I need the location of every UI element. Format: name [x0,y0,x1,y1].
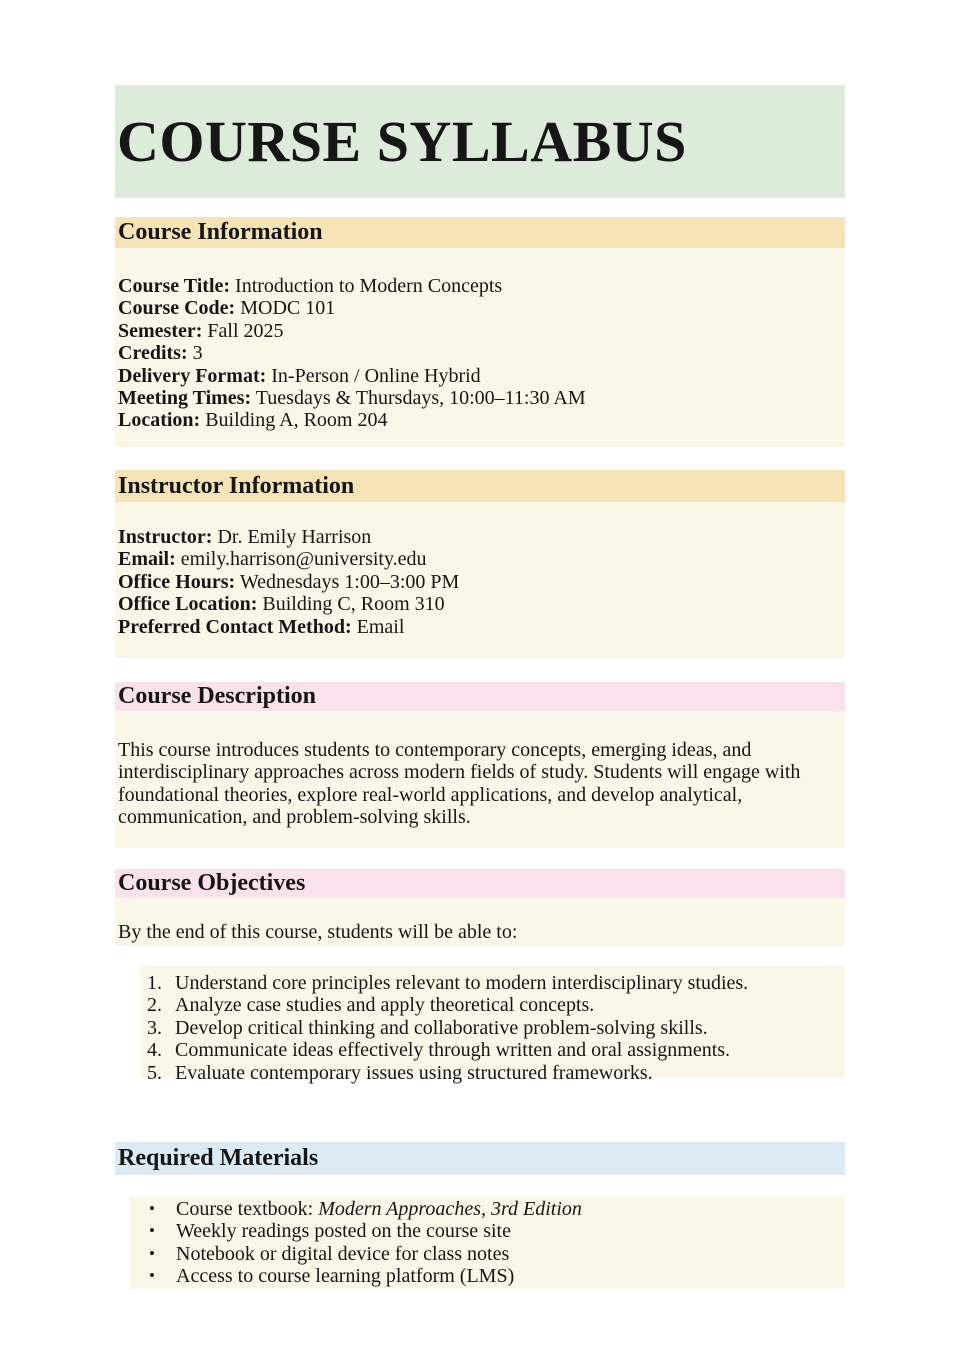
field-row [118,275,845,297]
field-value: emily.harrison@university.edu [180,548,427,571]
field-label: Meeting Times: [118,387,252,410]
field-label: Course Code: [118,297,236,320]
bullet-marker: • [149,1243,155,1263]
course-objectives-list [140,966,845,1084]
list-item-text: Course textbook: [176,1198,319,1220]
field-value: Email [356,615,405,638]
list-item [140,972,845,994]
field-row [118,387,845,409]
list-item [140,1062,845,1084]
course-information-section [115,248,845,447]
list-item-text: Evaluate contemporary issues using structured frameworks. [175,1061,653,1084]
field-value: Dr. Emily Harrison [217,526,372,548]
field-value: Introduction to Modern Concepts [235,275,503,297]
list-item [140,1017,845,1039]
list-item [140,1039,845,1061]
field-value: Fall 2025 [207,319,284,342]
list-item-text: Communicate ideas effectively through written and oral assignments. [175,1039,731,1062]
field-row [118,365,845,387]
field-row [118,409,845,431]
section-header-course-objectives: Course Objectives [115,869,845,898]
title-banner [115,85,845,198]
list-number: 3. [147,1016,162,1039]
field-row [118,616,845,638]
field-value: Building A, Room 204 [205,409,388,432]
bullet-marker: • [149,1266,155,1286]
list-item-text: Develop critical thinking and collaborative problem-solving skills. [175,1016,708,1039]
list-item-text: Weekly readings posted on the course site [176,1220,511,1243]
field-row [118,320,845,342]
field-row [118,526,845,548]
field-label: Preferred Contact Method: [118,615,352,638]
section-header-course-description: Course Description [115,682,845,711]
field-row [118,297,845,319]
course-description-section [115,711,845,848]
bullet-marker: • [149,1221,155,1241]
list-item-text: Understand core principles relevant to modern interdisciplinary studies. [175,972,749,994]
field-value: Building C, Room 310 [262,593,445,616]
list-number: 5. [147,1061,162,1084]
required-materials-list [130,1196,845,1289]
field-label: Office Hours: [118,570,236,593]
list-item-text: Notebook or digital device for class notes [176,1242,510,1265]
field-value: Tuesdays & Thursdays, 10:00–11:30 AM [255,387,586,410]
list-number: 1. [147,972,162,994]
field-label: Semester: [118,319,203,342]
list-item [130,1265,845,1287]
field-label: Course Title: [118,275,231,297]
objectives-intro-text: By the end of this course, students will be able to: [118,921,518,943]
field-value: In-Person / Online Hybrid [271,364,481,387]
field-label: Email: [118,548,176,571]
section-header-required-materials: Required Materials [115,1142,845,1175]
field-label: Office Location: [118,593,258,616]
field-label: Delivery Format: [118,364,267,387]
list-item [130,1243,845,1265]
list-item-text: Analyze case studies and apply theoretical concepts. [175,994,595,1017]
field-label: Instructor: [118,526,213,548]
field-row [118,571,845,593]
list-item-italic-text: Modern Approaches, 3rd Edition [318,1198,582,1220]
field-value: 3 [192,342,203,365]
course-objectives-intro [115,898,845,946]
field-label: Credits: [118,342,188,365]
field-value: MODC 101 [240,297,336,320]
section-header-course-information: Course Information [115,217,845,248]
field-row [118,593,845,615]
field-row [118,342,845,364]
list-item [130,1220,845,1242]
list-number: 2. [147,994,162,1017]
field-label: Location: [118,409,201,432]
course-description-text: This course introduces students to contemporary concepts, emerging ideas, and interdisciplinary approaches across modern fields of study. Students will engage with foundational theories, explore real-world applications, and develop analytical, communication, and problem-solving skills. [118,739,801,829]
list-item-text: Access to course learning platform (LMS) [176,1265,515,1288]
section-header-instructor-information: Instructor Information [115,470,845,502]
page-title: COURSE SYLLABUS [117,108,687,174]
list-item [140,994,845,1016]
field-row [118,548,845,570]
field-value: Wednesdays 1:00–3:00 PM [239,570,460,593]
bullet-marker: • [149,1199,155,1218]
list-number: 4. [147,1039,162,1062]
instructor-information-section [115,502,845,658]
list-item [130,1198,845,1220]
